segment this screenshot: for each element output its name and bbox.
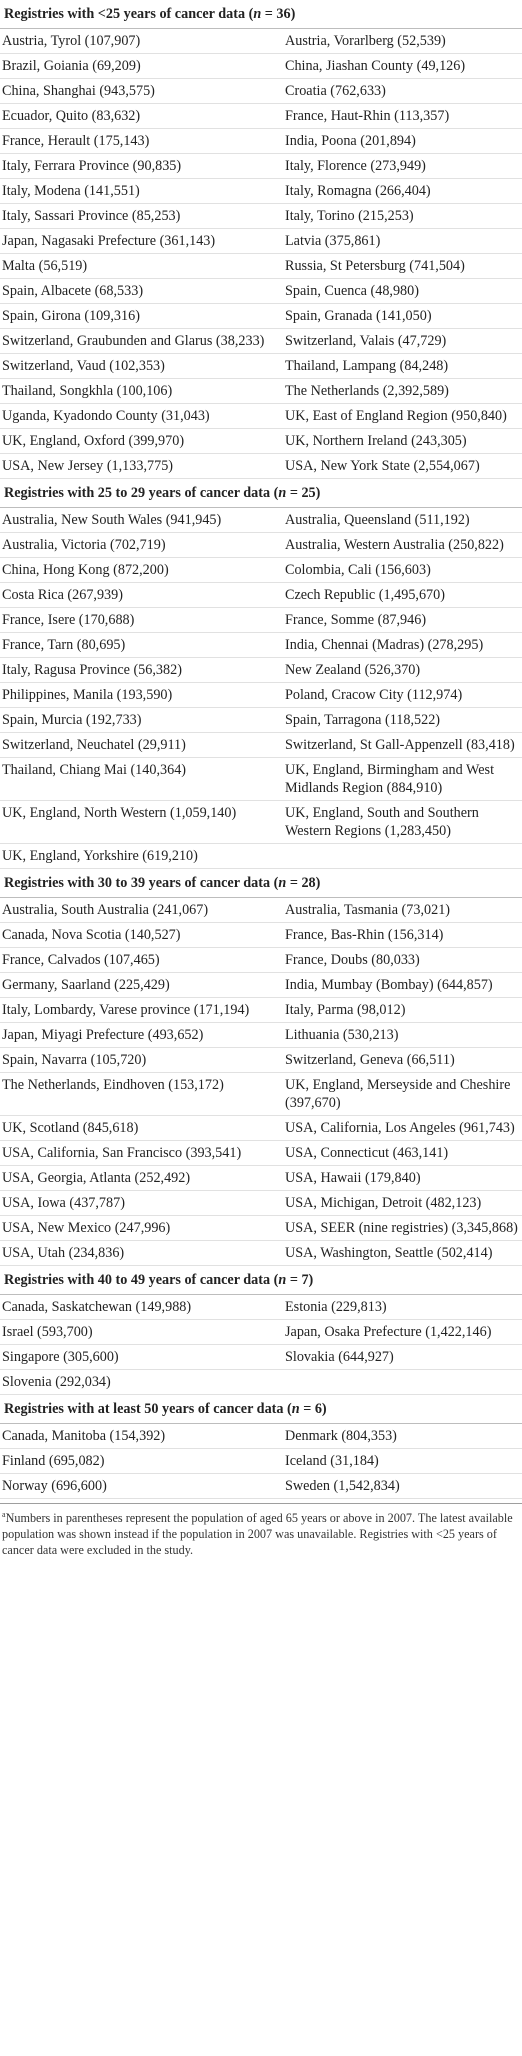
- table-row: [0, 1474, 522, 1499]
- registry-cell-right: Colombia, Cali (156,603): [281, 558, 522, 583]
- table-row: [0, 1320, 522, 1345]
- registry-cell-left: Australia, South Australia (241,067): [0, 898, 281, 923]
- registry-cell-left: France, Herault (175,143): [0, 129, 281, 154]
- registry-cell-right: UK, England, Birmingham and West Midlands Region (884,910): [281, 758, 522, 801]
- table-row: [0, 1345, 522, 1370]
- table-row: [0, 354, 522, 379]
- section-header-n: n: [278, 1272, 287, 1288]
- registry-cell-left: Italy, Lombardy, Varese province (171,194): [0, 998, 281, 1023]
- registry-cell-right: USA, SEER (nine registries) (3,345,868): [281, 1216, 522, 1241]
- registry-cell-right: UK, East of England Region (950,840): [281, 404, 522, 429]
- registry-cell-left: UK, England, Oxford (399,970): [0, 429, 281, 454]
- section-header-n: n: [253, 6, 262, 22]
- registry-cell-right: Spain, Cuenca (48,980): [281, 279, 522, 304]
- section-header-row: [0, 1266, 522, 1295]
- registry-cell-left: USA, New Jersey (1,133,775): [0, 454, 281, 479]
- registry-cell-left: Costa Rica (267,939): [0, 583, 281, 608]
- registry-cell-right: USA, California, Los Angeles (961,743): [281, 1116, 522, 1141]
- registry-cell-right: New Zealand (526,370): [281, 658, 522, 683]
- registry-cell-right: USA, Washington, Seattle (502,414): [281, 1241, 522, 1266]
- registry-cell-left: China, Hong Kong (872,200): [0, 558, 281, 583]
- table-row: [0, 1449, 522, 1474]
- table-row: [0, 1191, 522, 1216]
- section-header-n: n: [278, 485, 287, 501]
- registry-cell-right: India, Chennai (Madras) (278,295): [281, 633, 522, 658]
- registry-cell-left: Australia, New South Wales (941,945): [0, 508, 281, 533]
- registry-cell-right: [281, 1370, 522, 1395]
- registry-cell-left: Japan, Miyagi Prefecture (493,652): [0, 1023, 281, 1048]
- registry-cell-left: Norway (696,600): [0, 1474, 281, 1499]
- registry-cell-right: Italy, Torino (215,253): [281, 204, 522, 229]
- registry-cell-right: Australia, Western Australia (250,822): [281, 533, 522, 558]
- registry-cell-right: Italy, Parma (98,012): [281, 998, 522, 1023]
- table-row: [0, 683, 522, 708]
- registry-cell-right: UK, Northern Ireland (243,305): [281, 429, 522, 454]
- table-row: [0, 758, 522, 801]
- registry-cell-right: France, Haut-Rhin (113,357): [281, 104, 522, 129]
- section-header-prefix: Registries with 40 to 49 years of cancer data (: [4, 1272, 279, 1288]
- registry-cell-left: Brazil, Goiania (69,209): [0, 54, 281, 79]
- section-header-prefix: Registries with <25 years of cancer data (: [4, 6, 254, 22]
- registry-cell-right: USA, Connecticut (463,141): [281, 1141, 522, 1166]
- registry-cell-right: Croatia (762,633): [281, 79, 522, 104]
- table-row: [0, 279, 522, 304]
- registry-cell-left: Italy, Ferrara Province (90,835): [0, 154, 281, 179]
- section-header-row: [0, 479, 522, 508]
- table-row: [0, 104, 522, 129]
- section-header-suffix: = 28): [286, 875, 321, 891]
- registry-cell-right: India, Mumbay (Bombay) (644,857): [281, 973, 522, 998]
- registry-cell-right: Sweden (1,542,834): [281, 1474, 522, 1499]
- registry-cell-left: China, Shanghai (943,575): [0, 79, 281, 104]
- registry-cell-left: France, Tarn (80,695): [0, 633, 281, 658]
- table-row: [0, 583, 522, 608]
- section-header-suffix: = 6): [299, 1401, 327, 1417]
- registry-cell-right: Czech Republic (1,495,670): [281, 583, 522, 608]
- registry-cell-left: Canada, Manitoba (154,392): [0, 1424, 281, 1449]
- table-row: [0, 533, 522, 558]
- registry-cell-left: France, Calvados (107,465): [0, 948, 281, 973]
- table-row: [0, 1166, 522, 1191]
- table-row: [0, 633, 522, 658]
- section-header-row: [0, 0, 522, 29]
- registry-cell-left: Switzerland, Vaud (102,353): [0, 354, 281, 379]
- table-row: [0, 1116, 522, 1141]
- registry-cell-right: Australia, Tasmania (73,021): [281, 898, 522, 923]
- table-row: [0, 229, 522, 254]
- table-footnote: [0, 1503, 522, 1558]
- registry-cell-right: Latvia (375,861): [281, 229, 522, 254]
- table-row: [0, 1295, 522, 1320]
- registry-cell-left: UK, England, North Western (1,059,140): [0, 801, 281, 844]
- table-row: [0, 429, 522, 454]
- table-row: [0, 454, 522, 479]
- registry-cell-left: Thailand, Songkhla (100,106): [0, 379, 281, 404]
- table-row: [0, 733, 522, 758]
- section-header-row: [0, 1395, 522, 1424]
- table-row: [0, 801, 522, 844]
- footnote-marker: a: [2, 1509, 6, 1519]
- registry-cell-right: France, Doubs (80,033): [281, 948, 522, 973]
- table-row: [0, 204, 522, 229]
- registry-cell-right: Poland, Cracow City (112,974): [281, 683, 522, 708]
- registry-cell-left: Malta (56,519): [0, 254, 281, 279]
- registry-cell-left: Germany, Saarland (225,429): [0, 973, 281, 998]
- section-header-suffix: = 25): [286, 485, 321, 501]
- registry-cell-left: USA, California, San Francisco (393,541): [0, 1141, 281, 1166]
- registry-cell-left: Thailand, Chiang Mai (140,364): [0, 758, 281, 801]
- registry-cell-left: UK, England, Yorkshire (619,210): [0, 844, 281, 869]
- registry-cell-right: Switzerland, Valais (47,729): [281, 329, 522, 354]
- registry-cell-right: Spain, Tarragona (118,522): [281, 708, 522, 733]
- registry-cell-right: Australia, Queensland (511,192): [281, 508, 522, 533]
- registry-cell-left: France, Isere (170,688): [0, 608, 281, 633]
- table-row: [0, 154, 522, 179]
- table-row: [0, 29, 522, 54]
- table-row: [0, 1424, 522, 1449]
- registry-cell-right: Italy, Florence (273,949): [281, 154, 522, 179]
- registry-cell-left: Italy, Modena (141,551): [0, 179, 281, 204]
- table-row: [0, 179, 522, 204]
- table-row: [0, 608, 522, 633]
- table-row: [0, 304, 522, 329]
- registry-cell-left: UK, Scotland (845,618): [0, 1116, 281, 1141]
- registry-cell-left: The Netherlands, Eindhoven (153,172): [0, 1073, 281, 1116]
- registry-cell-right: Denmark (804,353): [281, 1424, 522, 1449]
- table-row: [0, 973, 522, 998]
- section-header-prefix: Registries with at least 50 years of cancer data (: [4, 1401, 292, 1417]
- registry-cell-right: UK, England, South and Southern Western Regions (1,283,450): [281, 801, 522, 844]
- registry-cell-left: Slovenia (292,034): [0, 1370, 281, 1395]
- registry-cell-left: Canada, Saskatchewan (149,988): [0, 1295, 281, 1320]
- registry-cell-right: Russia, St Petersburg (741,504): [281, 254, 522, 279]
- registry-cell-right: Switzerland, St Gall-Appenzell (83,418): [281, 733, 522, 758]
- table-row: [0, 254, 522, 279]
- registry-cell-left: Singapore (305,600): [0, 1345, 281, 1370]
- registry-cell-left: Spain, Albacete (68,533): [0, 279, 281, 304]
- table-row: [0, 844, 522, 869]
- registry-cell-left: Switzerland, Graubunden and Glarus (38,233): [0, 329, 281, 354]
- section-header: [0, 479, 522, 508]
- registry-cell-right: USA, New York State (2,554,067): [281, 454, 522, 479]
- registry-cell-left: Spain, Navarra (105,720): [0, 1048, 281, 1073]
- registry-cell-right: Austria, Vorarlberg (52,539): [281, 29, 522, 54]
- table-row: [0, 998, 522, 1023]
- registry-cell-right: Thailand, Lampang (84,248): [281, 354, 522, 379]
- table-row: [0, 558, 522, 583]
- section-header-suffix: = 7): [286, 1272, 314, 1288]
- registry-cell-left: Italy, Sassari Province (85,253): [0, 204, 281, 229]
- section-header-prefix: Registries with 25 to 29 years of cancer data (: [4, 485, 279, 501]
- registry-cell-right: Estonia (229,813): [281, 1295, 522, 1320]
- section-header-row: [0, 869, 522, 898]
- section-header: [0, 869, 522, 898]
- registry-cell-left: Switzerland, Neuchatel (29,911): [0, 733, 281, 758]
- section-header-suffix: = 36): [261, 6, 296, 22]
- table-row: [0, 508, 522, 533]
- registry-cell-right: Lithuania (530,213): [281, 1023, 522, 1048]
- section-header: [0, 1395, 522, 1424]
- table-row: [0, 898, 522, 923]
- section-header-prefix: Registries with 30 to 39 years of cancer data (: [4, 875, 279, 891]
- registry-cell-left: USA, Utah (234,836): [0, 1241, 281, 1266]
- registry-cell-right: [281, 844, 522, 869]
- registry-cell-left: USA, New Mexico (247,996): [0, 1216, 281, 1241]
- table-row: [0, 129, 522, 154]
- table-row: [0, 923, 522, 948]
- table-row: [0, 1370, 522, 1395]
- registry-cell-left: Spain, Girona (109,316): [0, 304, 281, 329]
- registry-cell-left: Finland (695,082): [0, 1449, 281, 1474]
- table-row: [0, 1023, 522, 1048]
- table-row: [0, 329, 522, 354]
- footnote-text: Numbers in parentheses represent the population of aged 65 years or above in 2007. The latest available population was shown instead if the population in 2007 was unavailable. Registries with <25 years of cancer data were excluded in the study.: [2, 1511, 513, 1557]
- table-row: [0, 1216, 522, 1241]
- registry-cell-right: India, Poona (201,894): [281, 129, 522, 154]
- registry-cell-left: Australia, Victoria (702,719): [0, 533, 281, 558]
- section-header-n: n: [291, 1401, 300, 1417]
- registry-cell-right: USA, Hawaii (179,840): [281, 1166, 522, 1191]
- registry-cell-left: Philippines, Manila (193,590): [0, 683, 281, 708]
- registry-cell-right: China, Jiashan County (49,126): [281, 54, 522, 79]
- table-row: [0, 54, 522, 79]
- table-row: [0, 1141, 522, 1166]
- table-row: [0, 1073, 522, 1116]
- registry-cell-right: USA, Michigan, Detroit (482,123): [281, 1191, 522, 1216]
- registry-cell-right: Italy, Romagna (266,404): [281, 179, 522, 204]
- registry-cell-left: Israel (593,700): [0, 1320, 281, 1345]
- registry-cell-left: Austria, Tyrol (107,907): [0, 29, 281, 54]
- table-row: [0, 708, 522, 733]
- registry-cell-left: Ecuador, Quito (83,632): [0, 104, 281, 129]
- registry-cell-right: Spain, Granada (141,050): [281, 304, 522, 329]
- registry-cell-left: Italy, Ragusa Province (56,382): [0, 658, 281, 683]
- registry-cell-right: France, Somme (87,946): [281, 608, 522, 633]
- table-row: [0, 379, 522, 404]
- table-row: [0, 1048, 522, 1073]
- registry-cell-right: France, Bas-Rhin (156,314): [281, 923, 522, 948]
- registry-cell-right: Switzerland, Geneva (66,511): [281, 1048, 522, 1073]
- registry-cell-left: Spain, Murcia (192,733): [0, 708, 281, 733]
- registry-cell-right: Japan, Osaka Prefecture (1,422,146): [281, 1320, 522, 1345]
- registry-cell-right: Iceland (31,184): [281, 1449, 522, 1474]
- section-header-n: n: [278, 875, 287, 891]
- registry-cell-right: The Netherlands (2,392,589): [281, 379, 522, 404]
- table-row: [0, 1241, 522, 1266]
- section-header: [0, 1266, 522, 1295]
- registry-cell-right: UK, England, Merseyside and Cheshire (397,670): [281, 1073, 522, 1116]
- registry-cell-left: USA, Georgia, Atlanta (252,492): [0, 1166, 281, 1191]
- registry-cell-left: Uganda, Kyadondo County (31,043): [0, 404, 281, 429]
- registry-cell-left: USA, Iowa (437,787): [0, 1191, 281, 1216]
- table-row: [0, 948, 522, 973]
- table-row: [0, 658, 522, 683]
- section-header: [0, 0, 522, 29]
- table-row: [0, 404, 522, 429]
- registry-cell-left: Canada, Nova Scotia (140,527): [0, 923, 281, 948]
- registry-cell-left: Japan, Nagasaki Prefecture (361,143): [0, 229, 281, 254]
- registry-cell-right: Slovakia (644,927): [281, 1345, 522, 1370]
- table-row: [0, 79, 522, 104]
